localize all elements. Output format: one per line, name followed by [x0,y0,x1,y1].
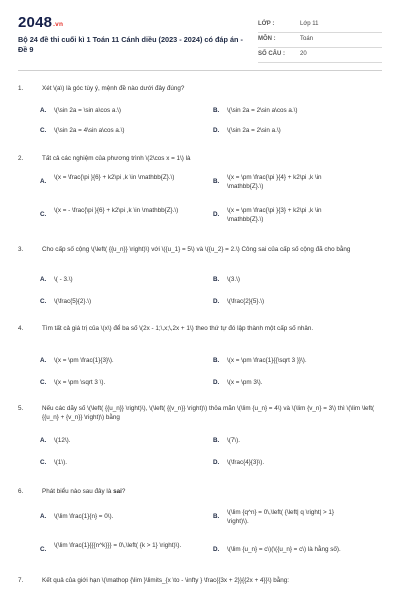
option-text: \(12\). [54,437,71,444]
option-letter: A. [40,107,47,114]
logo-main: 2048 [18,14,53,31]
option-letter: A. [40,178,47,185]
option-text: \(x = \pm \frac{1}{{\sqrt 3 }}\). [227,357,307,364]
option-letter: B. [213,513,220,520]
option-letter: C. [40,127,47,134]
option-text: \( - 3.\) [54,276,73,283]
option-letter: B. [213,178,220,185]
page-header [18,10,382,65]
info-key: LỚP : [258,21,275,27]
option-text: \(x = \frac{\pi }{6} + k2\pi ,k \in \mathbb{Z}.\) [54,174,175,181]
option-text: \(\lim \frac{1}{{{n^k}}} = 0\,\left( {k > 1} \right)\). [54,542,182,549]
option-letter: D. [213,379,220,386]
info-row-class [258,18,382,33]
question-text: Xét \(a\) là góc tùy ý, mệnh đề nào dưới đây đúng? [42,85,185,92]
header-divider [18,70,382,71]
question-number: 1. [18,85,24,92]
option-letter: C. [40,459,47,466]
option-letter: D. [213,546,220,553]
option-letter: A. [40,276,47,283]
question-text: Nếu các dãy số \(\left( {{u_n}} \right)\), \(\left( {{v_n}} \right)\) thỏa mãn \(\lim {u_n} = 4\) và \(\lim {v_n} = 3\) thì \(\lim \left( {{u_n} + {v_n}} \right)\) bằng [42,405,375,421]
option-letter: D. [213,211,220,218]
question-text: Cho cấp số cộng \(\left( {{u_n}} \right)\) với \({u_1} = 5\) và \({u_2} = 2.\) Công sai của cấp số cộng đã cho bằng [42,246,351,253]
option-text: \(x = \pm \sqrt 3 \). [54,379,106,386]
info-key: SỐ CÂU : [258,51,285,57]
question-number: 2. [18,155,24,162]
option-text: \(\frac{2}{5}.\) [227,298,265,305]
option-text: \(\lim {u_n} = c\)(\({u_n} = c\) là hằng số). [227,546,341,553]
info-value: Toán [300,36,314,42]
option-letter: C. [40,211,47,218]
question-number: 3. [18,246,24,253]
option-letter: A. [40,513,47,520]
option-letter: B. [213,107,220,114]
option-letter: D. [213,127,220,134]
option-letter: B. [213,276,220,283]
info-row-subject [258,33,382,48]
option-text: \(x = \pm \frac{1}{3}\). [54,357,114,364]
option-letter: C. [40,546,47,553]
option-text: \(7\). [227,437,240,444]
document-title: Bộ 24 đề thi cuối kì 1 Toán 11 Cánh diều (2023 - 2024) có đáp án - Đề 9 [18,35,243,54]
option-text: \(3.\) [227,276,240,283]
option-letter: C. [40,379,47,386]
option-text: \(\lim \frac{1}{n} = 0\). [54,513,114,520]
info-value: Lớp 11 [300,21,319,27]
question-text: Kết quả của giới hạn \(\mathop {\lim }\limits_{x \to - \infty } \frac{{3x + 2}}{{2x + 4}}\) bằng: [42,577,290,584]
logo-tld: .vn [53,21,64,28]
question-text-after: ? [121,488,126,495]
question-text-emphasis: sai [113,488,122,495]
option-letter: C. [40,298,47,305]
question-text: Tìm tất cả giá trị của \(x\) để ba số \(2x - 1;\,x;\,2x + 1\) theo thứ tự đó lập thành một cấp số nhân. [42,325,314,332]
info-box [258,18,382,63]
question-number: 5. [18,405,24,412]
option-text: \(\sin 2a = 4\sin a\cos a.\) [54,127,125,134]
option-text: \(\frac{5}{2}.\) [54,298,92,305]
option-text: \(\lim {q^n} = 0\,\left( {\left| q \right| > 1} \right)\). [227,509,335,525]
option-letter: B. [213,437,220,444]
option-text: \(x = - \frac{\pi }{6} + k2\pi ,k \in \mathbb{Z}.\) [54,207,179,214]
info-value: 20 [300,51,307,57]
option-text: \(\sin 2a = \sin a\cos a.\) [54,107,122,114]
option-letter: A. [40,437,47,444]
option-text: \(x = \pm \frac{\pi }{3} + k2\pi ,k \in \mathbb{Z}.\) [227,207,322,223]
option-letter: D. [213,298,220,305]
question-number: 7. [18,577,24,584]
option-text: \(x = \pm \frac{\pi }{4} + k2\pi ,k \in \mathbb{Z}.\) [227,174,322,190]
option-letter: A. [40,357,47,364]
info-row-question-count [258,48,382,63]
question-text: Tất cả các nghiệm của phương trình \(2\cos x = 1\) là [42,155,191,162]
option-text: \(\frac{4}{3}\). [227,459,265,466]
option-text: \(\sin 2a = 2\sin a.\) [227,127,281,134]
question-text-before: Phát biểu nào sau đây là [42,488,114,495]
option-text: \(x = \pm 3\). [227,379,263,386]
question-number: 6. [18,488,24,495]
option-letter: B. [213,357,220,364]
option-text: \(1\). [54,459,67,466]
site-logo[interactable] [18,14,63,31]
info-key: MÔN : [258,36,276,42]
question-number: 4. [18,325,24,332]
option-text: \(\sin 2a = 2\sin a\cos a.\) [227,107,298,114]
question-text [42,488,382,497]
option-letter: D. [213,459,220,466]
